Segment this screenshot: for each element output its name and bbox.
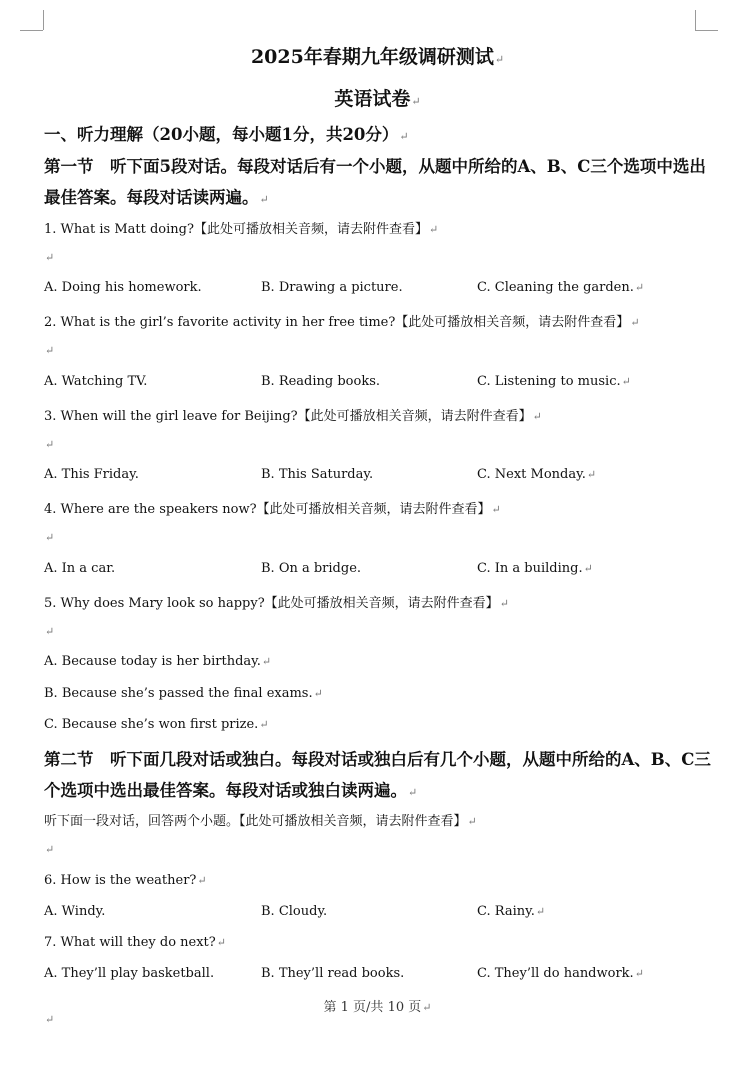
empty-paragraph: ↵ <box>45 625 55 638</box>
option-b: B. On a bridge. <box>261 561 362 576</box>
option-c: C. Rainy.↵ <box>477 904 546 919</box>
empty-paragraph: ↵ <box>45 251 55 264</box>
empty-paragraph: ↵ <box>45 843 55 856</box>
crop-mark-top-right <box>695 10 696 30</box>
exam-subtitle: 英语试卷↵ <box>334 88 421 110</box>
question-6: 6. How is the weather?↵ <box>44 873 207 888</box>
crop-mark-top-left <box>43 10 44 30</box>
question-1: 1. What is Matt doing?【此处可播放相关音频，请去附件查看】↵ <box>44 222 439 237</box>
option-c: C. In a building.↵ <box>477 561 593 576</box>
option-b: B. Cloudy. <box>261 904 328 919</box>
option-b: B. Reading books. <box>261 374 381 389</box>
option-a: A. In a car. <box>44 561 116 576</box>
exam-title: 2025年春期九年级调研测试↵ <box>250 46 505 68</box>
option-c: C. They’ll do handwork.↵ <box>477 966 644 981</box>
option-c: C. Listening to music.↵ <box>477 374 631 389</box>
option-a: A. Doing his homework. <box>44 280 202 295</box>
empty-paragraph: ↵ <box>45 531 55 544</box>
part-heading: 个选项中选出最佳答案。每段对话或独白读两遍。↵ <box>44 781 418 800</box>
question-5: 5. Why does Mary look so happy?【此处可播放相关音频，请去附件查看】↵ <box>44 596 509 611</box>
crop-mark-top-left <box>20 30 43 31</box>
section-heading: 一、听力理解（20小题，每小题1分，共20分）↵ <box>44 125 409 144</box>
part-heading: 最佳答案。每段对话读两遍。↵ <box>44 188 269 207</box>
option-a: A. Because today is her birthday.↵ <box>44 654 272 669</box>
option-a: A. This Friday. <box>44 467 139 482</box>
crop-mark-top-right <box>695 30 718 31</box>
part-heading: 第一节 听下面5段对话。每段对话后有一个小题，从题中所给的A、B、C三个选项中选出 <box>44 157 706 176</box>
empty-paragraph: ↵ <box>45 1013 55 1026</box>
option-b: B. They’ll read books. <box>261 966 405 981</box>
page-footer: 第 1 页/共 10 页↵ <box>323 1000 432 1015</box>
option-a: A. Windy. <box>44 904 106 919</box>
part-heading: 第二节 听下面几段对话或独白。每段对话或独白后有几个小题，从题中所给的A、B、C三 <box>44 750 711 769</box>
option-c: C. Cleaning the garden.↵ <box>477 280 645 295</box>
part-intro: 听下面一段对话，回答两个小题。【此处可播放相关音频，请去附件查看】↵ <box>44 814 477 829</box>
option-b: B. Drawing a picture. <box>261 280 403 295</box>
option-a: A. Watching TV. <box>44 374 148 389</box>
option-b: B. This Saturday. <box>261 467 374 482</box>
question-4: 4. Where are the speakers now?【此处可播放相关音频，请去附件查看】↵ <box>44 502 501 517</box>
question-3: 3. When will the girl leave for Beijing?【此处可播放相关音频，请去附件查看】↵ <box>44 409 542 424</box>
question-2: 2. What is the girl’s favorite activity in her free time?【此处可播放相关音频，请去附件查看】↵ <box>44 315 640 330</box>
option-a: A. They’ll play basketball. <box>44 966 215 981</box>
option-c: C. Next Monday.↵ <box>477 467 597 482</box>
empty-paragraph: ↵ <box>45 438 55 451</box>
question-7: 7. What will they do next?↵ <box>44 935 226 950</box>
empty-paragraph: ↵ <box>45 344 55 357</box>
option-c: C. Because she’s won first prize.↵ <box>44 717 269 732</box>
option-b: B. Because she’s passed the final exams.↵ <box>44 686 323 701</box>
